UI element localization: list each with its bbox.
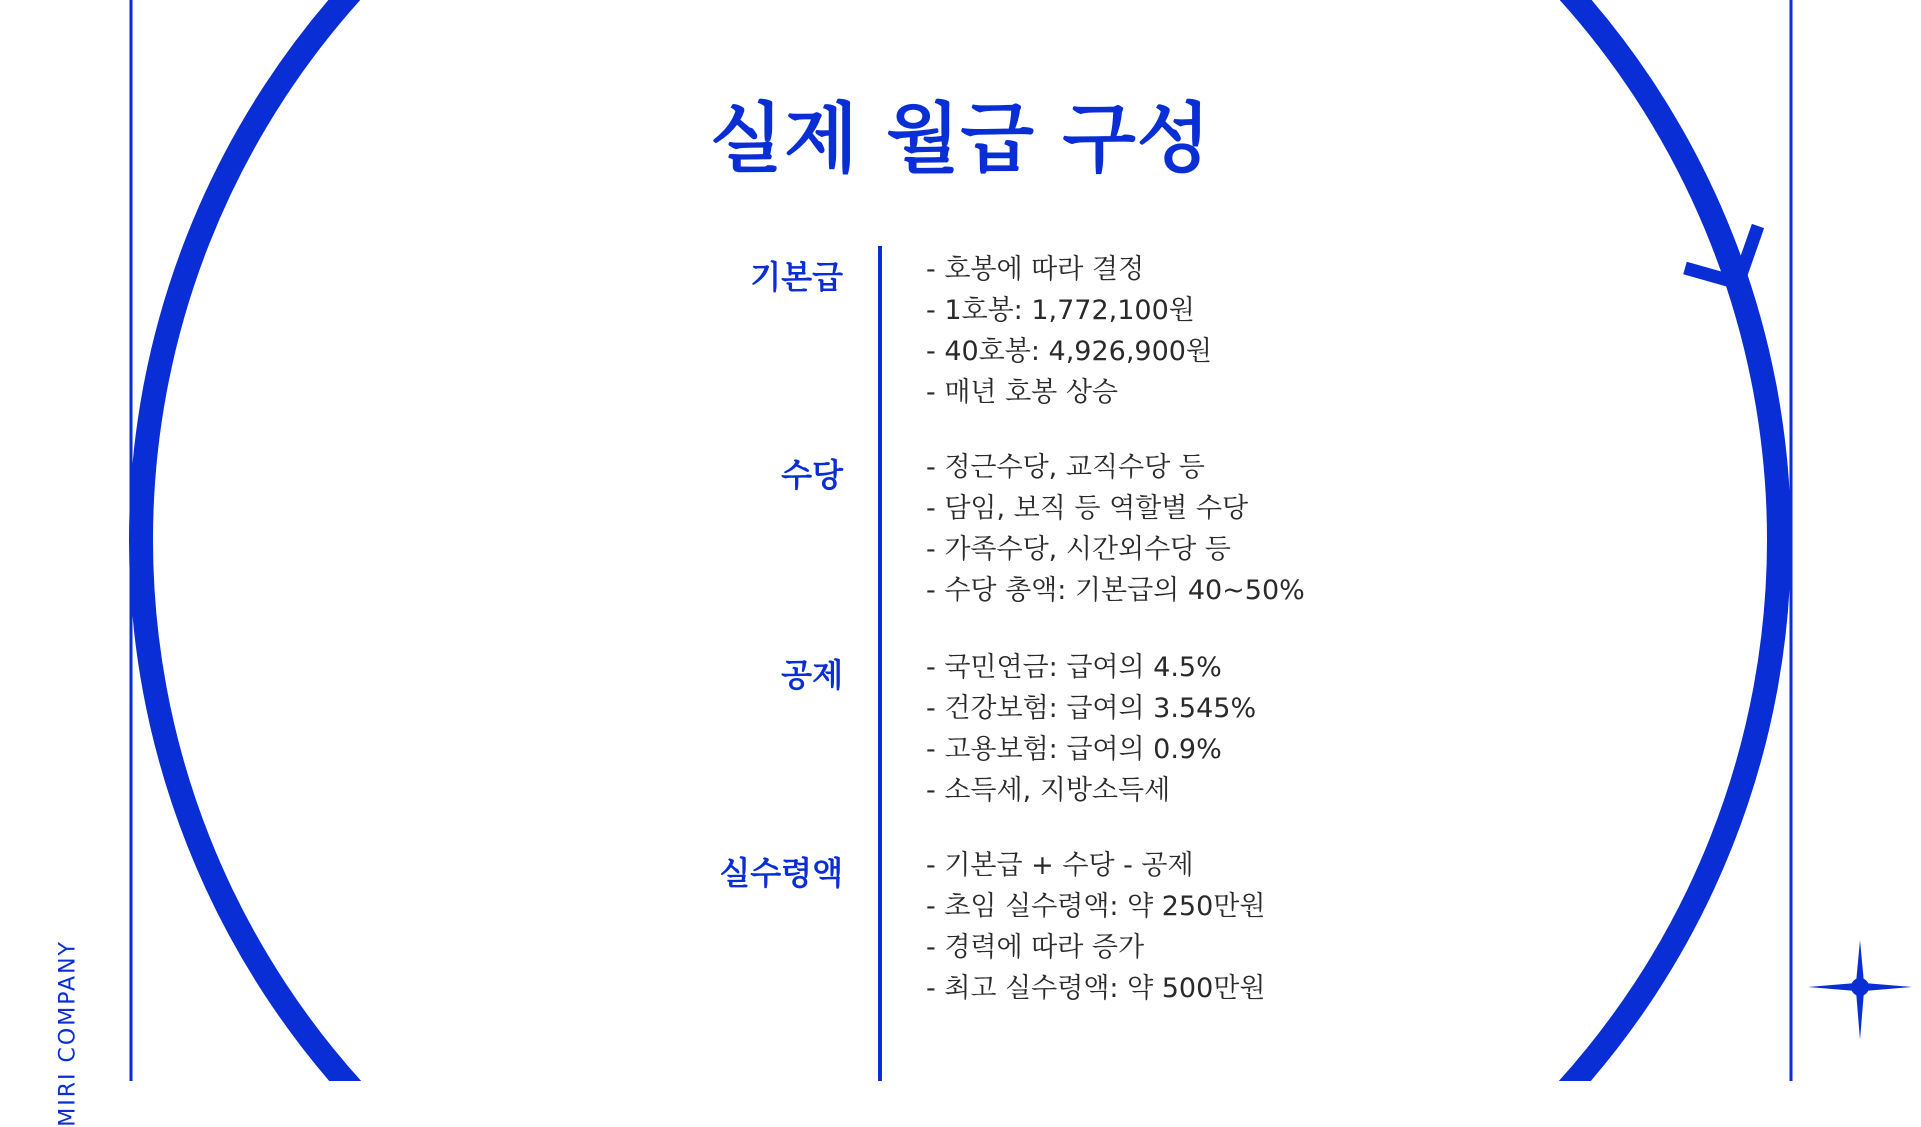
list-item: - 가족수당, 시간외수당 등 xyxy=(926,534,1231,565)
sparkle-star-icon xyxy=(1808,940,1912,1040)
list-item: - 최고 실수령액: 약 500만원 xyxy=(926,973,1266,1004)
section-lines-net-pay xyxy=(926,845,1265,1009)
list-item: - 국민연금: 급여의 4.5% xyxy=(926,652,1222,683)
section-lines-deduction xyxy=(926,647,1256,811)
section-label-net-pay: 실수령액 xyxy=(719,854,843,892)
section-label-basic-pay: 기본급 xyxy=(750,258,843,296)
section-label-allowance: 수당 xyxy=(781,456,843,494)
list-item: - 소득세, 지방소득세 xyxy=(926,775,1171,806)
list-item: - 1호봉: 1,772,100원 xyxy=(926,295,1195,326)
brand-vertical-label: MIRI COMPANY xyxy=(55,940,81,1127)
section-label-deduction: 공제 xyxy=(781,656,843,694)
list-item: - 초임 실수령액: 약 250만원 xyxy=(926,891,1266,922)
list-item: - 수당 총액: 기본급의 40~50% xyxy=(926,575,1305,606)
list-item: - 고용보험: 급여의 0.9% xyxy=(926,734,1222,765)
list-item: - 정근수당, 교직수당 등 xyxy=(926,452,1205,483)
section-lines-basic-pay xyxy=(926,249,1212,413)
list-item: - 매년 호봉 상승 xyxy=(926,377,1118,408)
list-item: - 건강보험: 급여의 3.545% xyxy=(926,693,1257,724)
page-title: 실제 월급 구성 xyxy=(709,94,1212,183)
list-item: - 호봉에 따라 결정 xyxy=(926,254,1145,285)
list-item: - 경력에 따라 증가 xyxy=(926,932,1145,963)
list-item: - 40호봉: 4,926,900원 xyxy=(926,336,1213,367)
list-item: - 담임, 보직 등 역할별 수당 xyxy=(926,493,1249,524)
section-lines-allowance xyxy=(926,447,1305,611)
list-item: - 기본급 + 수당 - 공제 xyxy=(926,850,1194,881)
